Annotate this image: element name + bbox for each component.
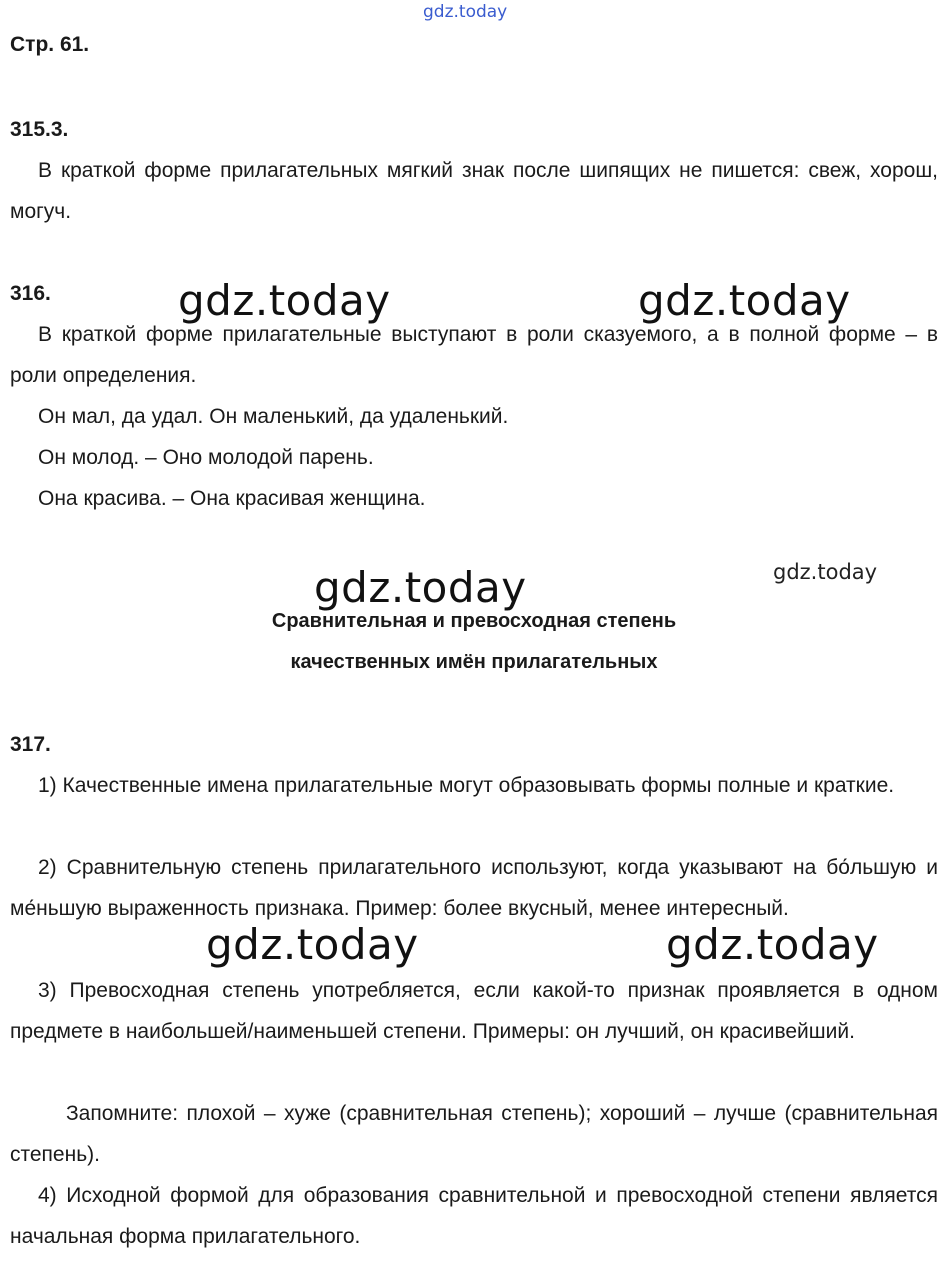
exercise-317-paragraph-5: 4) Исходной формой для образования сравнительной и превосходной степени является начальная форма прилагательного. xyxy=(10,1184,938,1248)
watermark-1: gdz.today xyxy=(178,276,391,325)
exercise-number-315-3: 315.3. xyxy=(10,118,69,141)
watermark-5: gdz.today xyxy=(206,920,419,969)
exercise-317-paragraph-4: Запомните: плохой – хуже (сравнительная степень); хороший – лучше (сравнительная степень). xyxy=(10,1102,938,1166)
exercise-317-paragraph-3: 3) Превосходная степень употребляется, если какой-то признак проявляется в одном предмете в наибольшей/наименьшей степени. Примеры: он лучший, он красивейший. xyxy=(10,979,938,1043)
exercise-316-example-3: Она красива. – Она красивая женщина. xyxy=(38,487,426,510)
exercise-317-paragraph-1: 1) Качественные имена прилагательные могут образовывать формы полные и краткие. xyxy=(38,774,895,797)
exercise-number-316: 316. xyxy=(10,282,51,305)
section-title-line-1: Сравнительная и превосходная степень xyxy=(271,610,677,632)
exercise-number-317: 317. xyxy=(10,733,51,756)
watermark-3: gdz.today xyxy=(314,563,527,612)
section-title-line-2: качественных имён прилагательных xyxy=(290,651,658,673)
page-reference: Стр. 61. xyxy=(10,33,90,56)
watermark-2: gdz.today xyxy=(638,276,851,325)
watermark-top: gdz.today xyxy=(423,2,508,22)
exercise-316-text: В краткой форме прилагательные выступают в роли сказуемого, а в полной форме – в роли определения. xyxy=(10,323,938,387)
exercise-315-3-text: В краткой форме прилагательных мягкий знак после шипящих не пишется: свеж, хорош, могуч. xyxy=(10,159,938,223)
exercise-316-example-1: Он мал, да удал. Он маленький, да удаленький. xyxy=(38,405,509,428)
watermark-4: gdz.today xyxy=(773,560,878,584)
exercise-317-paragraph-2: 2) Сравнительную степень прилагательного используют, когда указывают на бо́льшую и ме́ньшую выраженность признака. Пример: более вкусный, менее интересный. xyxy=(10,856,938,920)
exercise-316-example-2: Он молод. – Оно молодой парень. xyxy=(38,446,374,469)
document-page xyxy=(10,0,938,1261)
watermark-6: gdz.today xyxy=(666,920,879,969)
